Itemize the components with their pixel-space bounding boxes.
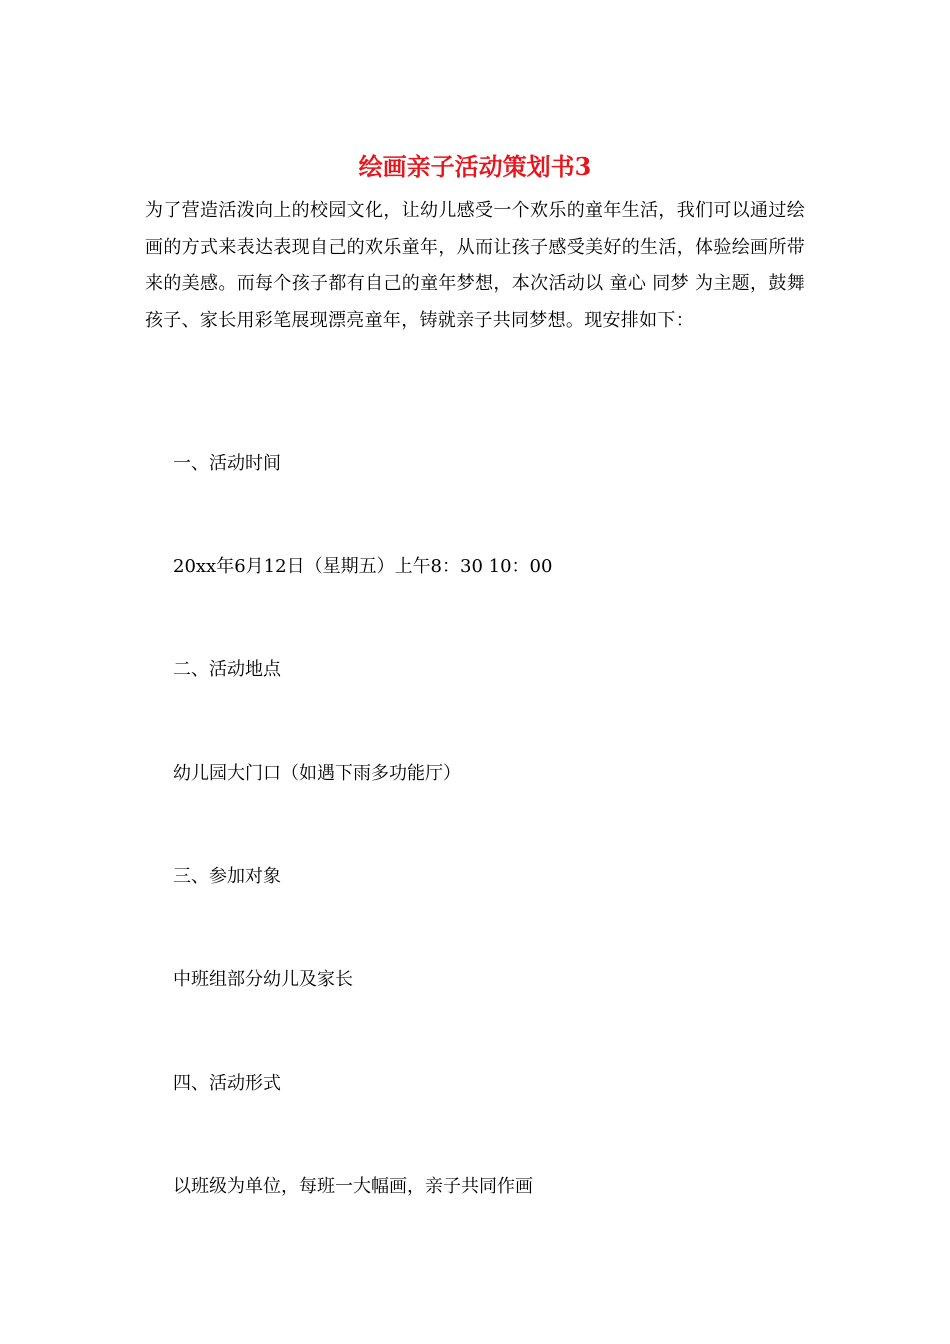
intro-paragraph: 为了营造活泼向上的校园文化，让幼儿感受一个欢乐的童年生活，我们可以通过绘画的方式来表达表现自己的欢乐童年，从而让孩子感受美好的生活，体验绘画所带来的美感。而每个孩子都有自己的童年梦想，本次活动以 童心 同梦 为主题，鼓舞孩子、家长用彩笔展现漂亮童年，铸就亲子共同梦想。现安排如下： — [145, 200, 805, 331]
document-title: 绘画亲子活动策划书3 — [358, 152, 592, 181]
section-content-time: 20xx年6月12日（星期五）上午8：30 10：00 — [173, 556, 553, 577]
section-heading-format: 四、活动形式 — [173, 1073, 281, 1094]
section-content-participants: 中班组部分幼儿及家长 — [173, 969, 353, 990]
section-content-format: 以班级为单位，每班一大幅画，亲子共同作画 — [173, 1176, 533, 1197]
section-content-location: 幼儿园大门口（如遇下雨多功能厅） — [173, 763, 461, 784]
section-heading-location: 二、活动地点 — [173, 659, 281, 680]
section-heading-time: 一、活动时间 — [173, 453, 281, 474]
section-heading-participants: 三、参加对象 — [173, 866, 281, 887]
